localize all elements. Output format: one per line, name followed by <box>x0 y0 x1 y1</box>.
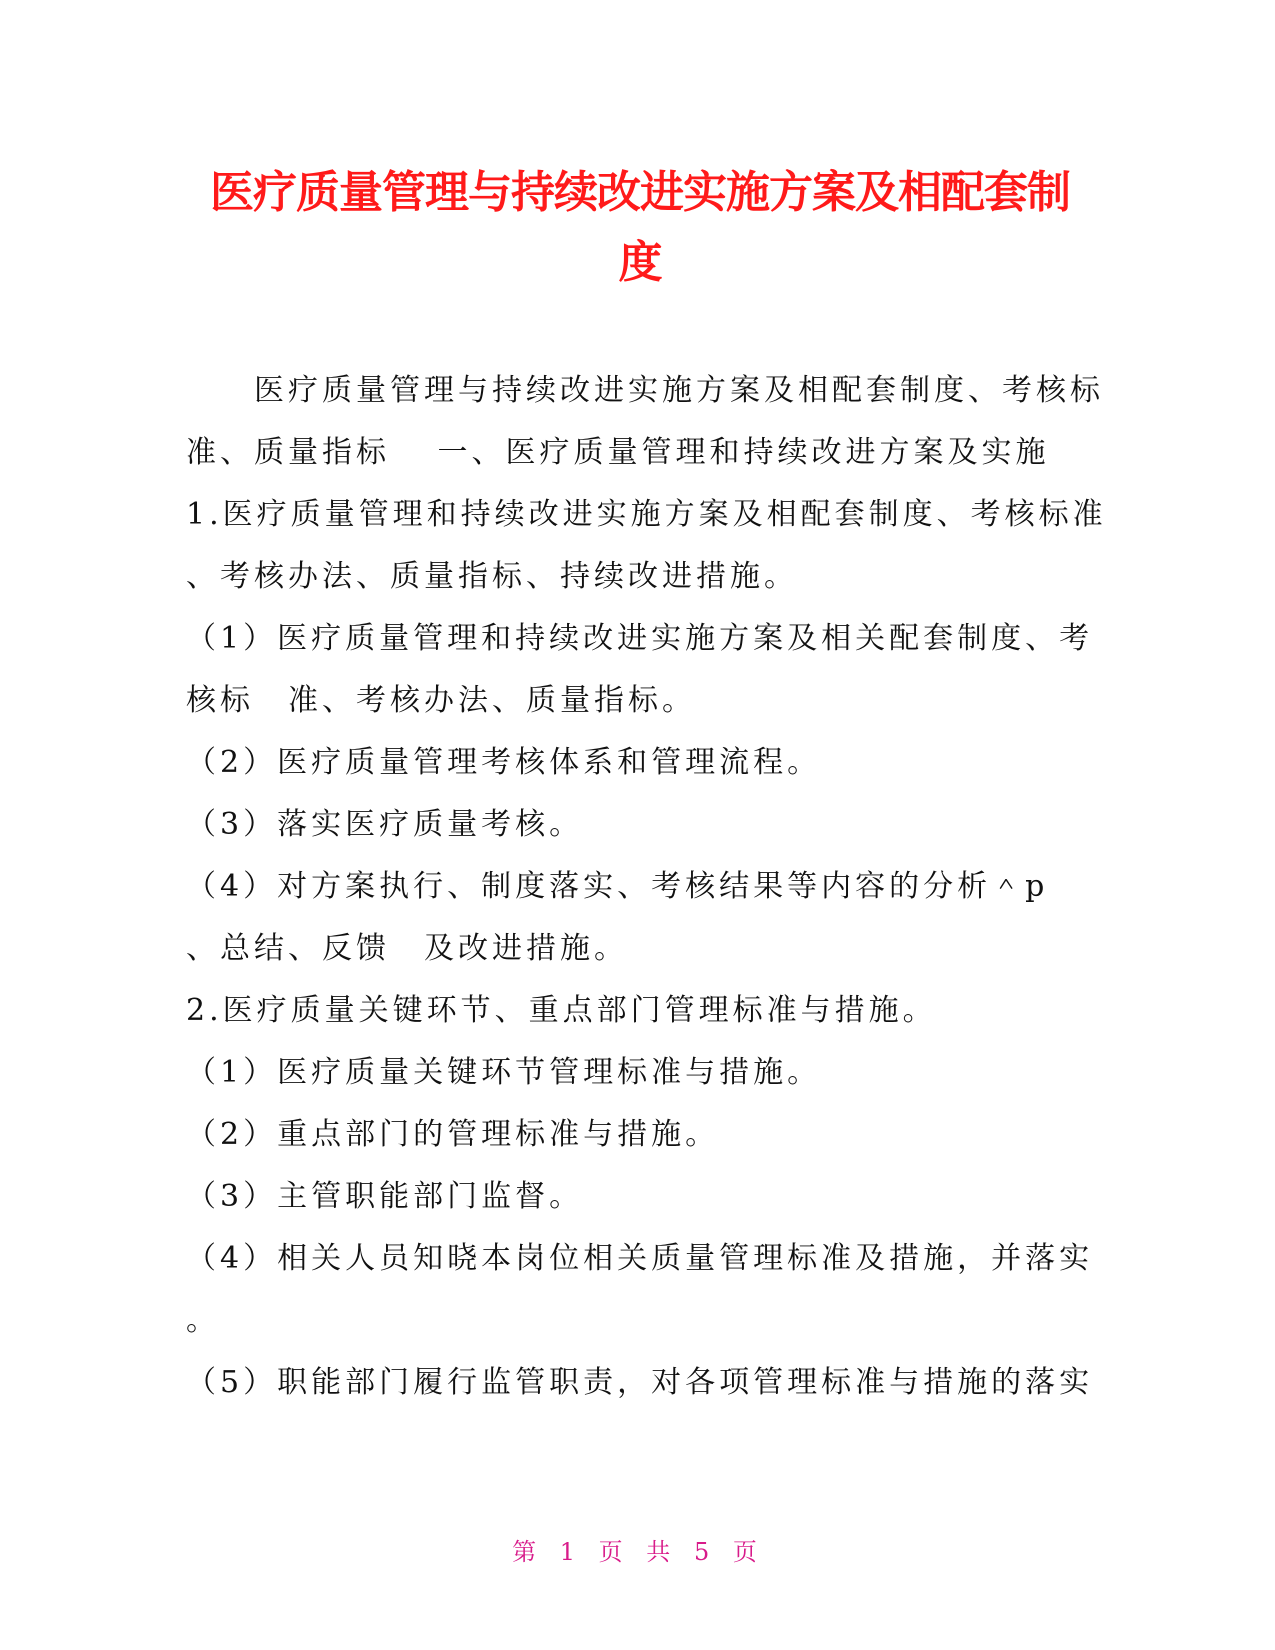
document-body <box>186 360 1107 1414</box>
page-number-footer: 第 1 页 共 5 页 <box>512 1538 763 1566</box>
body-line: 2.医疗质量关键环节、重点部门管理标准与措施。 <box>186 993 937 1028</box>
body-line: （1）医疗质量关键环节管理标准与措施。 <box>186 1055 822 1090</box>
body-line: 医疗质量管理与持续改进实施方案及相配套制度、考核标 <box>186 373 1104 408</box>
body-line: （3）落实医疗质量考核。 <box>186 807 584 842</box>
title-line-2: 度 <box>618 237 662 288</box>
body-line: （2）重点部门的管理标准与措施。 <box>186 1117 720 1152</box>
body-line: 准、质量指标 一、医疗质量管理和持续改进方案及实施 <box>186 435 1050 470</box>
body-line: 、总结、反馈 及改进措施。 <box>186 931 628 966</box>
body-line: （2）医疗质量管理考核体系和管理流程。 <box>186 745 822 780</box>
body-line: 1.医疗质量管理和持续改进实施方案及相配套制度、考核标准 <box>186 497 1107 532</box>
body-line: （3）主管职能部门监督。 <box>186 1179 584 1214</box>
title-line-1: 医疗质量管理与持续改进实施方案及相配套制 <box>210 167 1070 218</box>
document-title <box>190 158 1090 298</box>
body-line: 核标 准、考核办法、质量指标。 <box>186 683 696 718</box>
body-line: （4）对方案执行、制度落实、考核结果等内容的分析＾p <box>186 869 1049 904</box>
body-line: （1）医疗质量管理和持续改进实施方案及相关配套制度、考 <box>186 621 1094 656</box>
body-line: 。 <box>186 1303 220 1338</box>
body-line: （5）职能部门履行监管职责，对各项管理标准与措施的落实 <box>186 1365 1094 1400</box>
body-line: （4）相关人员知晓本岗位相关质量管理标准及措施，并落实 <box>186 1241 1094 1276</box>
body-line: 、考核办法、质量指标、持续改进措施。 <box>186 559 798 594</box>
